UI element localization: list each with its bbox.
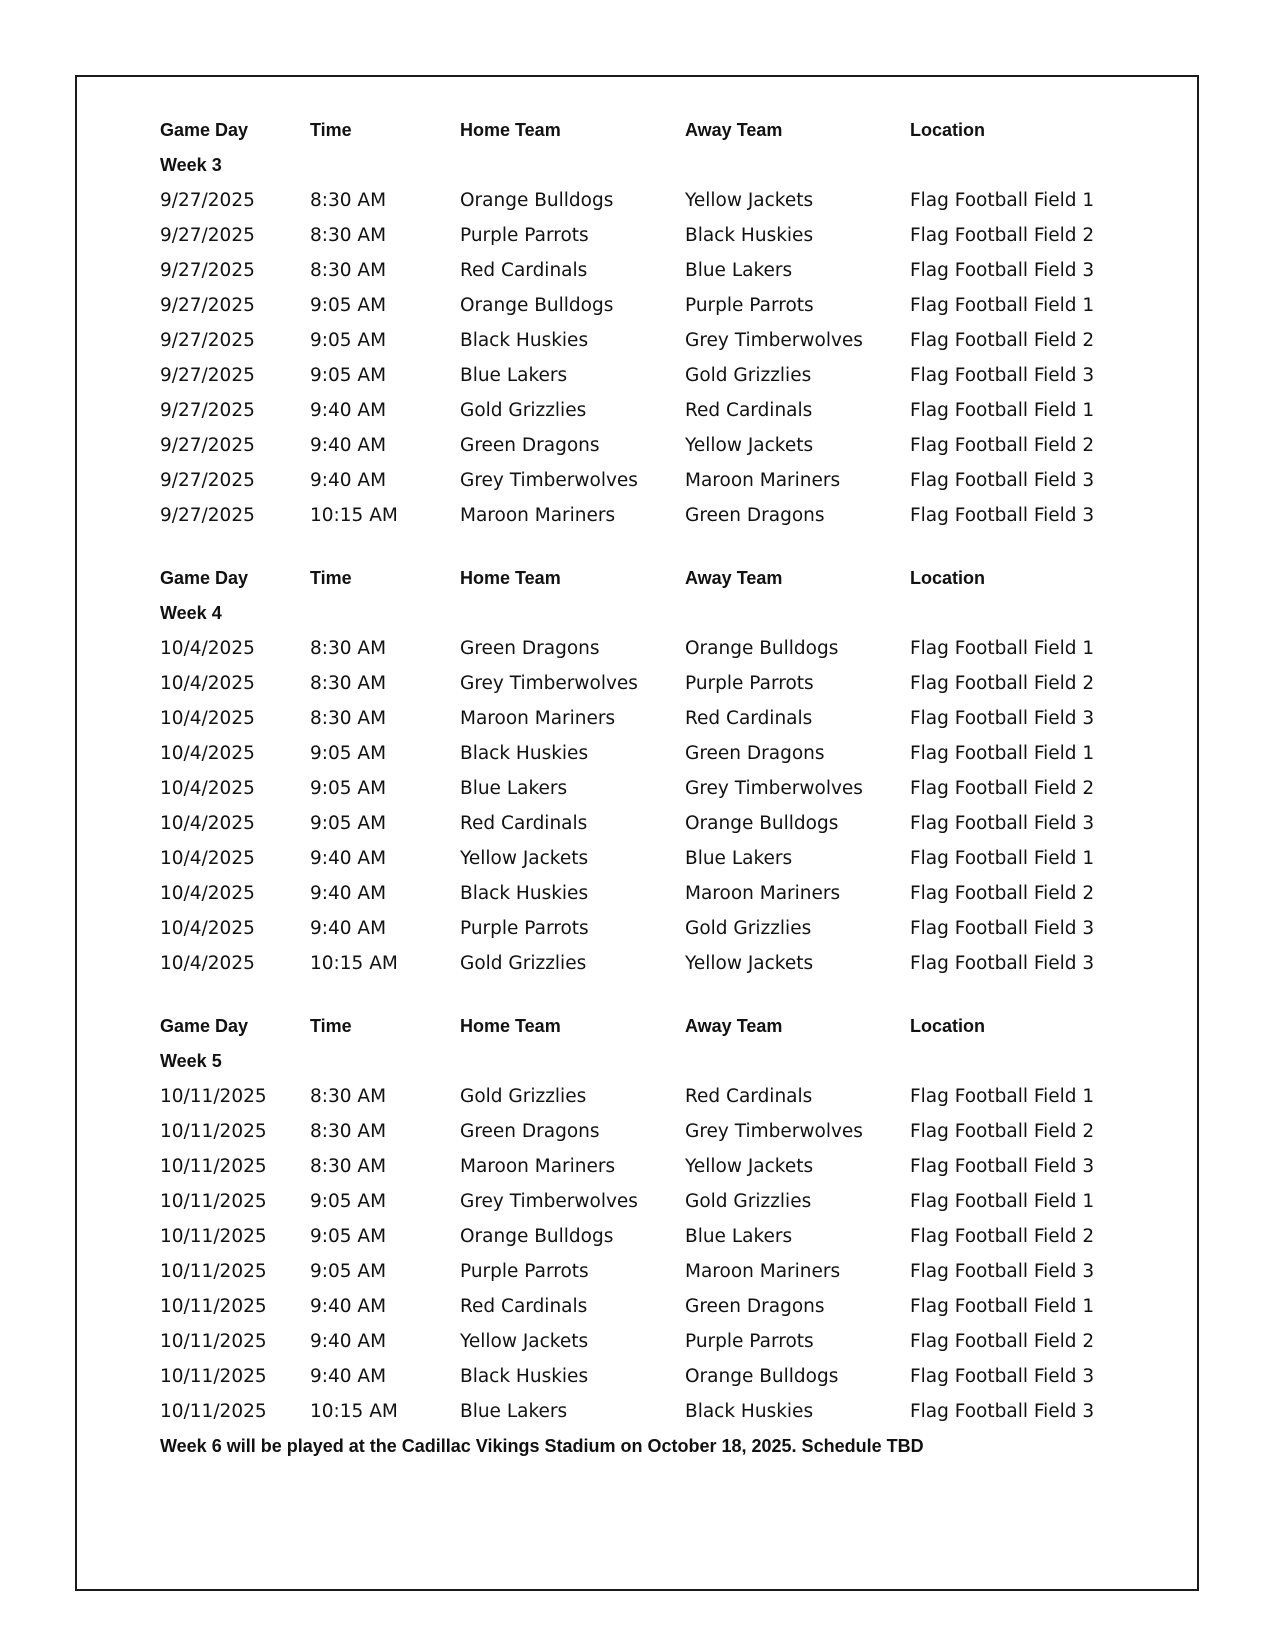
game-date: 10/11/2025 [160,1366,267,1387]
game-location: Flag Football Field 1 [910,848,1095,869]
week-label-row [160,596,1160,631]
home-team: Black Huskies [460,330,589,351]
game-time: 9:05 AM [310,365,387,386]
game-location: Flag Football Field 2 [910,330,1095,351]
away-team: Yellow Jackets [685,190,814,211]
game-time: 9:40 AM [310,1296,387,1317]
game-location: Flag Football Field 2 [910,1121,1095,1142]
home-team: Green Dragons [460,1121,600,1142]
column-header-row [160,1009,1160,1044]
game-time: 8:30 AM [310,673,387,694]
game-date: 10/11/2025 [160,1296,267,1317]
away-team: Purple Parrots [685,295,814,316]
home-team: Purple Parrots [460,918,589,939]
home-team: Orange Bulldogs [460,295,614,316]
home-team: Red Cardinals [460,260,588,281]
game-location: Flag Football Field 3 [910,953,1095,974]
game-location: Flag Football Field 3 [910,918,1095,939]
week-label: Week 4 [160,603,222,623]
game-location: Flag Football Field 1 [910,400,1095,421]
game-location: Flag Football Field 3 [910,1366,1095,1387]
game-time: 10:15 AM [310,505,398,526]
game-location: Flag Football Field 3 [910,365,1095,386]
game-date: 10/4/2025 [160,813,255,834]
game-time: 8:30 AM [310,1086,387,1107]
away-team: Maroon Mariners [685,1261,841,1282]
game-date: 10/4/2025 [160,708,255,729]
away-team: Green Dragons [685,1296,825,1317]
game-date: 10/11/2025 [160,1226,267,1247]
header-time: Time [310,120,352,140]
game-location: Flag Football Field 1 [910,638,1095,659]
away-team: Blue Lakers [685,848,793,869]
game-time: 9:40 AM [310,918,387,939]
game-location: Flag Football Field 2 [910,1331,1095,1352]
schedule-document [160,113,1160,1464]
away-team: Grey Timberwolves [685,778,863,799]
home-team: Maroon Mariners [460,708,616,729]
home-team: Red Cardinals [460,1296,588,1317]
away-team: Yellow Jackets [685,1156,814,1177]
away-team: Yellow Jackets [685,435,814,456]
game-row [160,498,1160,533]
home-team: Black Huskies [460,743,589,764]
away-team: Maroon Mariners [685,883,841,904]
home-team: Grey Timberwolves [460,470,638,491]
home-team: Black Huskies [460,1366,589,1387]
game-row [160,1359,1160,1394]
game-row [160,253,1160,288]
game-time: 9:05 AM [310,295,387,316]
game-date: 10/11/2025 [160,1191,267,1212]
game-time: 9:40 AM [310,1366,387,1387]
week-label: Week 5 [160,1051,222,1071]
game-date: 10/4/2025 [160,918,255,939]
game-date: 10/4/2025 [160,953,255,974]
away-team: Green Dragons [685,505,825,526]
game-time: 8:30 AM [310,638,387,659]
game-date: 9/27/2025 [160,190,255,211]
game-date: 10/4/2025 [160,883,255,904]
header-game-day: Game Day [160,120,249,140]
home-team: Orange Bulldogs [460,1226,614,1247]
column-header-row [160,561,1160,596]
game-row [160,841,1160,876]
away-team: Orange Bulldogs [685,1366,839,1387]
away-team: Maroon Mariners [685,470,841,491]
column-header-row [160,113,1160,148]
game-location: Flag Football Field 1 [910,1296,1095,1317]
game-date: 10/11/2025 [160,1261,267,1282]
game-row [160,1079,1160,1114]
game-row [160,876,1160,911]
game-row [160,1394,1160,1429]
game-date: 10/4/2025 [160,638,255,659]
game-date: 10/11/2025 [160,1156,267,1177]
game-location: Flag Football Field 2 [910,225,1095,246]
game-date: 10/11/2025 [160,1331,267,1352]
away-team: Purple Parrots [685,673,814,694]
game-time: 8:30 AM [310,225,387,246]
game-row [160,463,1160,498]
game-time: 9:05 AM [310,1226,387,1247]
game-location: Flag Football Field 3 [910,470,1095,491]
home-team: Maroon Mariners [460,505,616,526]
game-time: 9:40 AM [310,883,387,904]
away-team: Yellow Jackets [685,953,814,974]
game-location: Flag Football Field 2 [910,883,1095,904]
home-team: Red Cardinals [460,813,588,834]
game-time: 8:30 AM [310,1156,387,1177]
game-row [160,1184,1160,1219]
footer-note: Week 6 will be played at the Cadillac Vikings Stadium on October 18, 2025. Schedule TBD [160,1436,924,1456]
home-team: Green Dragons [460,435,600,456]
game-location: Flag Football Field 3 [910,813,1095,834]
game-date: 9/27/2025 [160,505,255,526]
home-team: Blue Lakers [460,1401,568,1422]
game-location: Flag Football Field 3 [910,1261,1095,1282]
game-time: 9:05 AM [310,743,387,764]
game-row [160,323,1160,358]
game-row [160,183,1160,218]
game-row [160,358,1160,393]
home-team: Purple Parrots [460,1261,589,1282]
game-row [160,771,1160,806]
header-away-team: Away Team [685,1016,783,1036]
game-location: Flag Football Field 3 [910,260,1095,281]
header-away-team: Away Team [685,568,783,588]
game-date: 9/27/2025 [160,330,255,351]
game-date: 10/11/2025 [160,1086,267,1107]
game-date: 9/27/2025 [160,470,255,491]
game-time: 8:30 AM [310,1121,387,1142]
home-team: Yellow Jackets [460,848,589,869]
game-time: 10:15 AM [310,1401,398,1422]
away-team: Gold Grizzlies [685,918,812,939]
home-team: Gold Grizzlies [460,953,587,974]
away-team: Orange Bulldogs [685,638,839,659]
game-location: Flag Football Field 1 [910,295,1095,316]
week-block [160,113,1160,533]
game-date: 10/4/2025 [160,743,255,764]
away-team: Black Huskies [685,1401,814,1422]
game-row [160,393,1160,428]
game-row [160,946,1160,981]
away-team: Red Cardinals [685,400,813,421]
game-row [160,1324,1160,1359]
game-location: Flag Football Field 1 [910,743,1095,764]
game-location: Flag Football Field 3 [910,1156,1095,1177]
week-block [160,1009,1160,1429]
game-time: 8:30 AM [310,190,387,211]
game-row [160,1219,1160,1254]
game-time: 9:05 AM [310,778,387,799]
game-row [160,736,1160,771]
game-list [160,183,1160,533]
home-team: Green Dragons [460,638,600,659]
header-time: Time [310,568,352,588]
game-date: 9/27/2025 [160,295,255,316]
game-date: 10/11/2025 [160,1121,267,1142]
home-team: Purple Parrots [460,225,589,246]
game-date: 9/27/2025 [160,260,255,281]
game-date: 10/4/2025 [160,673,255,694]
game-time: 10:15 AM [310,953,398,974]
header-away-team: Away Team [685,120,783,140]
home-team: Blue Lakers [460,778,568,799]
home-team: Black Huskies [460,883,589,904]
header-home-team: Home Team [460,1016,561,1036]
game-location: Flag Football Field 2 [910,778,1095,799]
game-row [160,631,1160,666]
home-team: Gold Grizzlies [460,400,587,421]
header-location: Location [910,120,985,140]
home-team: Grey Timberwolves [460,1191,638,1212]
game-time: 9:40 AM [310,848,387,869]
game-time: 9:05 AM [310,330,387,351]
game-time: 9:05 AM [310,1191,387,1212]
game-time: 9:40 AM [310,400,387,421]
game-row [160,1149,1160,1184]
away-team: Black Huskies [685,225,814,246]
game-time: 9:40 AM [310,470,387,491]
away-team: Green Dragons [685,743,825,764]
game-row [160,1254,1160,1289]
home-team: Yellow Jackets [460,1331,589,1352]
game-time: 9:40 AM [310,1331,387,1352]
game-row [160,1289,1160,1324]
away-team: Red Cardinals [685,708,813,729]
away-team: Red Cardinals [685,1086,813,1107]
game-date: 9/27/2025 [160,365,255,386]
game-location: Flag Football Field 1 [910,1086,1095,1107]
game-location: Flag Football Field 2 [910,435,1095,456]
game-row [160,428,1160,463]
header-game-day: Game Day [160,1016,249,1036]
week-label-row [160,1044,1160,1079]
game-date: 9/27/2025 [160,435,255,456]
away-team: Blue Lakers [685,260,793,281]
away-team: Grey Timberwolves [685,330,863,351]
game-row [160,288,1160,323]
game-date: 9/27/2025 [160,225,255,246]
game-time: 8:30 AM [310,260,387,281]
game-date: 10/4/2025 [160,778,255,799]
week-label-row [160,148,1160,183]
week-label: Week 3 [160,155,222,175]
game-location: Flag Football Field 3 [910,505,1095,526]
game-row [160,1114,1160,1149]
header-game-day: Game Day [160,568,249,588]
home-team: Orange Bulldogs [460,190,614,211]
header-home-team: Home Team [460,568,561,588]
home-team: Blue Lakers [460,365,568,386]
game-time: 9:05 AM [310,813,387,834]
away-team: Orange Bulldogs [685,813,839,834]
header-home-team: Home Team [460,120,561,140]
home-team: Gold Grizzlies [460,1086,587,1107]
away-team: Gold Grizzlies [685,1191,812,1212]
header-location: Location [910,1016,985,1036]
game-date: 9/27/2025 [160,400,255,421]
away-team: Gold Grizzlies [685,365,812,386]
game-row [160,806,1160,841]
home-team: Grey Timberwolves [460,673,638,694]
game-row [160,666,1160,701]
game-list [160,1079,1160,1429]
away-team: Grey Timberwolves [685,1121,863,1142]
game-row [160,911,1160,946]
game-date: 10/11/2025 [160,1401,267,1422]
header-location: Location [910,568,985,588]
game-location: Flag Football Field 3 [910,1401,1095,1422]
game-time: 9:05 AM [310,1261,387,1282]
week-block [160,561,1160,981]
away-team: Purple Parrots [685,1331,814,1352]
away-team: Blue Lakers [685,1226,793,1247]
game-row [160,701,1160,736]
game-location: Flag Football Field 1 [910,190,1095,211]
game-location: Flag Football Field 1 [910,1191,1095,1212]
game-time: 9:40 AM [310,435,387,456]
home-team: Maroon Mariners [460,1156,616,1177]
game-time: 8:30 AM [310,708,387,729]
game-row [160,218,1160,253]
game-list [160,631,1160,981]
game-date: 10/4/2025 [160,848,255,869]
game-location: Flag Football Field 3 [910,708,1095,729]
header-time: Time [310,1016,352,1036]
game-location: Flag Football Field 2 [910,1226,1095,1247]
game-location: Flag Football Field 2 [910,673,1095,694]
